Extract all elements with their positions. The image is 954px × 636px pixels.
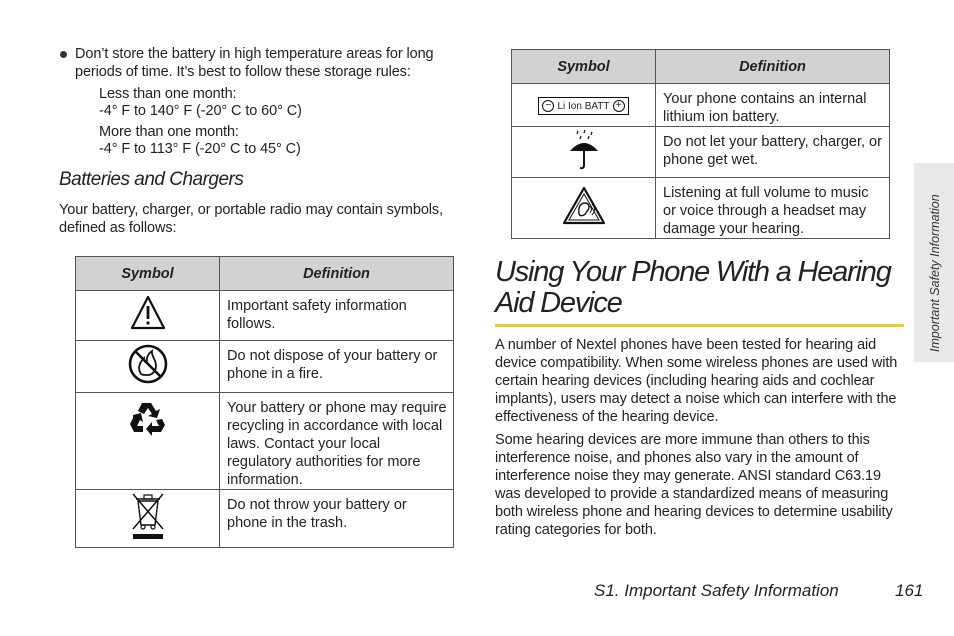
table-row-icon-cell bbox=[512, 127, 656, 178]
table-row-icon-cell bbox=[76, 490, 220, 548]
table-row-icon-cell bbox=[76, 341, 220, 393]
table-row-icon-cell bbox=[76, 393, 220, 490]
warning-triangle-icon bbox=[130, 295, 166, 331]
li-ion-battery-icon bbox=[538, 97, 628, 115]
hearing-warning-icon bbox=[562, 186, 606, 226]
table2-def-0: Your phone contains an internal lithium ion battery. bbox=[656, 84, 890, 127]
bullet-dot bbox=[60, 51, 67, 58]
crossed-bin-icon bbox=[130, 491, 166, 541]
table2-def-2: Listening at full volume to music or voice through a headset may damage your hearing. bbox=[656, 178, 890, 239]
symbols-table-phone bbox=[511, 49, 890, 239]
table-row-icon-cell bbox=[76, 291, 220, 341]
table1-def-2: Your battery or phone may require recycling in accordance with local laws. Contact your local regulatory authorities for more information. bbox=[220, 393, 454, 490]
table2-def-1: Do not let your battery, charger, or phone get wet. bbox=[656, 127, 890, 178]
symbols-table-batteries bbox=[75, 256, 454, 548]
footer-section-title: S1. Important Safety Information bbox=[594, 581, 839, 600]
table-row-icon-cell bbox=[512, 178, 656, 239]
minus-terminal-icon: − bbox=[542, 100, 554, 112]
table-row-icon-cell bbox=[512, 84, 656, 127]
page-title-line-1: Using Your Phone With a Hearing bbox=[495, 256, 891, 288]
section-heading: Batteries and Chargers bbox=[59, 169, 244, 190]
body-paragraph-2: Some hearing devices are more immune than others to this interference noise, and phones also vary in the amount of interference noise they may generate. ANSI standard C63.19 was developed to provide a standardized means of measuring both wireless phone and hearing devices to determine usability rating categories for both. bbox=[495, 432, 893, 538]
page-title-line-2: Aid Device bbox=[495, 287, 622, 319]
body-paragraph-1: A number of Nextel phones have been tested for hearing aid device compatibility. When some wireless phones are used with certain hearing devices (including hearing aids and cochlear implants), users may detect a noise which can interfere with the effectiveness of the hearing device. bbox=[495, 337, 898, 425]
table2-header-definition: Definition bbox=[656, 50, 890, 84]
storage-bullet-text: Don’t store the battery in high temperature areas for long periods of time. It’s best to follow these storage rules: bbox=[75, 46, 434, 80]
table1-header-symbol: Symbol bbox=[76, 257, 220, 291]
table1-header-definition: Definition bbox=[220, 257, 454, 291]
storage-range-long: -4° F to 113° F (-20° C to 45° C) bbox=[99, 141, 301, 157]
umbrella-rain-icon bbox=[567, 129, 601, 171]
table1-def-1: Do not dispose of your battery or phone in a fire. bbox=[220, 341, 454, 393]
battery-label: Li Ion BATT bbox=[557, 100, 610, 112]
no-fire-disposal-icon bbox=[128, 344, 168, 384]
storage-range-short: -4° F to 140° F (-20° C to 60° C) bbox=[99, 103, 302, 119]
table1-def-3: Do not throw your battery or phone in the trash. bbox=[220, 490, 454, 548]
side-tab bbox=[914, 163, 954, 362]
recycle-icon bbox=[129, 399, 167, 437]
plus-terminal-icon: + bbox=[613, 100, 625, 112]
page-title bbox=[495, 257, 905, 319]
side-tab-label: Important Safety Information bbox=[928, 194, 942, 352]
table1-def-0: Important safety information follows. bbox=[220, 291, 454, 341]
title-underline bbox=[495, 324, 904, 327]
storage-label-short: Less than one month: bbox=[99, 86, 237, 102]
storage-label-long: More than one month: bbox=[99, 124, 239, 140]
section-intro: Your battery, charger, or portable radio may contain symbols, defined as follows: bbox=[59, 202, 443, 236]
page-number: 161 bbox=[895, 581, 924, 600]
table2-header-symbol: Symbol bbox=[512, 50, 656, 84]
